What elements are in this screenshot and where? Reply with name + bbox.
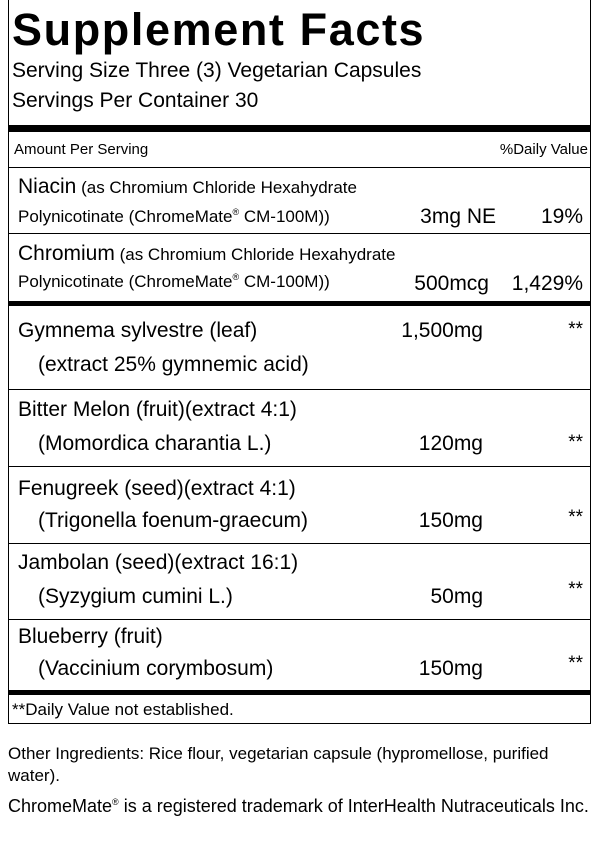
trademark-brand: ChromeMate [8, 796, 113, 816]
ingredient-amount: 150mg [418, 657, 483, 680]
ingredient-name: Gymnema sylvestre (leaf) [18, 319, 258, 342]
divider [8, 389, 591, 390]
thick-divider [8, 125, 591, 132]
nutrient-source: (as Chromium Chloride Hexahydrate [76, 178, 357, 197]
ingredient-name: Jambolan (seed)(extract 16:1) [18, 551, 299, 574]
nutrient-amount: 500mcg [414, 272, 489, 295]
nutrient-row-chromium [8, 235, 591, 299]
divider [8, 466, 591, 467]
nutrient-daily-value: 1,429% [511, 272, 583, 295]
nutrient-amount: 3mg NE [420, 205, 496, 228]
ingredient-daily-value: ** [568, 432, 583, 453]
ingredient-name: Bitter Melon (fruit)(extract 4:1) [18, 398, 297, 421]
nutrient-source: CM-100M)) [239, 272, 330, 291]
ingredient-detail: (Syzygium cumini L.) [38, 585, 233, 608]
ingredient-row-bitter-melon [8, 393, 591, 465]
ingredient-row-blueberry [8, 622, 591, 686]
ingredient-daily-value: ** [568, 579, 583, 600]
servings-per-container: Servings Per Container 30 [12, 89, 259, 112]
ingredient-amount: 150mg [418, 509, 483, 532]
ingredient-daily-value: ** [568, 653, 583, 674]
ingredient-detail: (Momordica charantia L.) [38, 432, 272, 455]
ingredient-amount: 50mg [430, 585, 483, 608]
trademark-text: is a registered trademark of InterHealth Nutraceuticals Inc. [118, 796, 589, 816]
nutrient-name: Niacin [18, 175, 77, 198]
ingredient-daily-value: ** [568, 507, 583, 528]
registered-mark: ® [232, 272, 240, 282]
thick-divider [8, 301, 591, 306]
ingredient-row-jambolan [8, 546, 591, 618]
registered-mark: ® [112, 797, 119, 807]
ingredient-detail: (Trigonella foenum-graecum) [38, 509, 308, 532]
other-ingredients: Other Ingredients: Rice flour, vegetarian capsule (hypromellose, purified water). [8, 744, 549, 785]
ingredient-name: Blueberry (fruit) [18, 625, 163, 648]
ingredient-detail: (extract 25% gymnemic acid) [38, 353, 309, 376]
ingredient-amount: 1,500mg [401, 319, 483, 342]
divider [8, 543, 591, 544]
daily-value-header: %Daily Value [499, 141, 588, 158]
divider [8, 619, 591, 620]
trademark-notice [8, 795, 592, 818]
nutrient-daily-value: 19% [540, 205, 583, 228]
nutrient-source: Polynicotinate (ChromeMate [18, 207, 233, 226]
ingredient-row-fenugreek [8, 470, 591, 542]
ingredient-row-gymnema [8, 314, 591, 386]
registered-mark: ® [232, 207, 240, 217]
ingredient-name: Fenugreek (seed)(extract 4:1) [18, 477, 296, 500]
nutrient-source: (as Chromium Chloride Hexahydrate [114, 245, 396, 264]
ingredient-amount: 120mg [418, 432, 483, 455]
nutrient-source: CM-100M)) [239, 207, 330, 226]
ingredient-detail: (Vaccinium corymbosum) [38, 657, 274, 680]
nutrient-name: Chromium [18, 242, 115, 265]
ingredient-daily-value: ** [568, 319, 583, 340]
divider [8, 233, 591, 234]
thick-divider [8, 690, 591, 695]
nutrient-source: Polynicotinate (ChromeMate [18, 272, 233, 291]
serving-size: Serving Size Three (3) Vegetarian Capsules [12, 59, 422, 82]
panel-title: Supplement Facts [12, 4, 426, 55]
nutrient-row-niacin [8, 170, 591, 232]
amount-per-serving-header: Amount Per Serving [14, 141, 149, 158]
daily-value-note: **Daily Value not established. [12, 700, 234, 719]
divider [8, 167, 591, 168]
